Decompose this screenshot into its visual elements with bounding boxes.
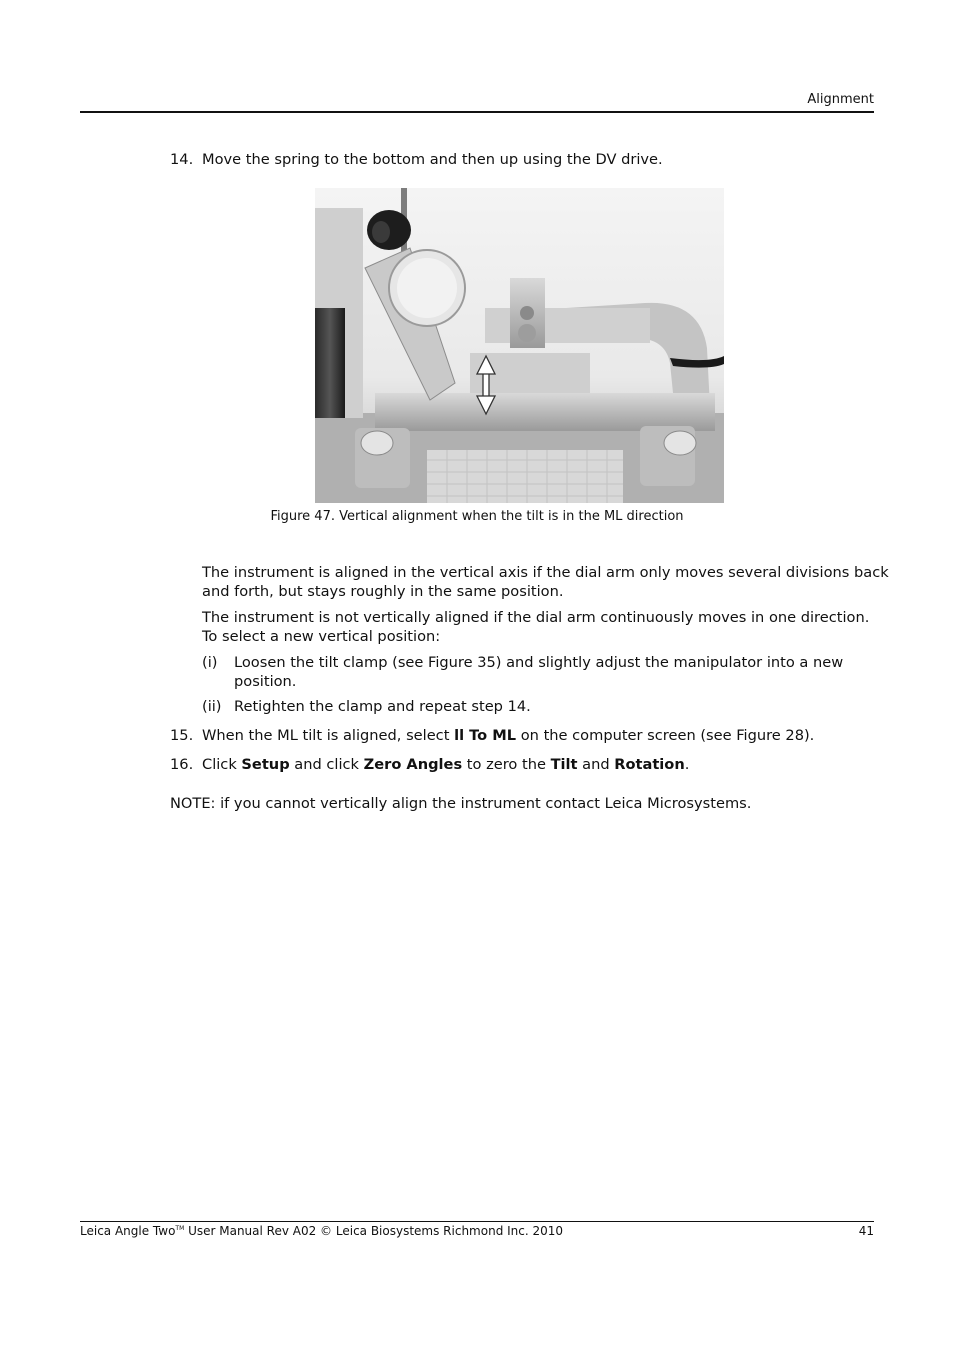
substep-number: (ii): [202, 698, 222, 715]
ui-label-ll-to-ml: ll To ML: [454, 727, 517, 744]
figure-caption: Figure 47. Vertical alignment when the tilt is in the ML direction: [270, 509, 684, 524]
ui-label-tilt: Tilt: [550, 756, 578, 773]
paragraph-line: To select a new vertical position:: [202, 628, 441, 645]
paragraph-line: The instrument is aligned in the vertical axis if the dial arm only moves several divisions back: [202, 564, 889, 581]
step-text: Move the spring to the bottom and then up using the DV drive.: [202, 151, 663, 168]
step-number: 15.: [170, 727, 194, 744]
note: NOTE: if you cannot vertically align the instrument contact Leica Microsystems.: [170, 795, 752, 812]
instrument-photo: [315, 188, 724, 503]
running-header: Alignment: [807, 92, 874, 107]
ui-label-setup: Setup: [241, 756, 290, 773]
substep-text: Retighten the clamp and repeat step 14.: [234, 698, 531, 715]
page-number: 41: [858, 1224, 874, 1238]
substep-text: position.: [234, 673, 297, 690]
step-text: Click Setup and click Zero Angles to zero the Tilt and Rotation.: [202, 756, 690, 773]
paragraph-line: The instrument is not vertically aligned if the dial arm continuously moves in one direction.: [202, 609, 870, 626]
header-divider: [80, 111, 874, 113]
footer-divider: [80, 1221, 874, 1222]
substep-text: Loosen the tilt clamp (see Figure 35) and slightly adjust the manipulator into a new: [234, 654, 844, 671]
paragraph-line: and forth, but stays roughly in the same position.: [202, 583, 564, 600]
ui-label-rotation: Rotation: [614, 756, 685, 773]
step-number: 16.: [170, 756, 194, 773]
substep-number: (i): [202, 654, 218, 671]
figure-photo: [315, 188, 724, 503]
step-number: 14.: [170, 151, 194, 168]
step-text: When the ML tilt is aligned, select ll To ML on the computer screen (see Figure 28).: [202, 727, 815, 744]
footer-copyright: Leica Angle Two™ User Manual Rev A02 © Leica Biosystems Richmond Inc. 2010: [80, 1224, 564, 1238]
ui-label-zero-angles: Zero Angles: [363, 756, 463, 773]
